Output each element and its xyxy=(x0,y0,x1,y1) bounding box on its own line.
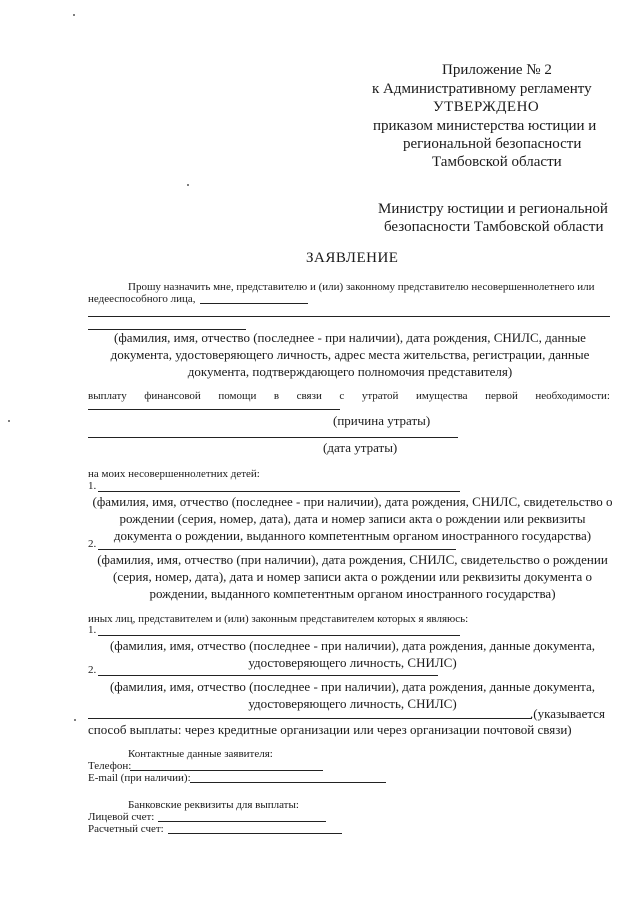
loss-reason-field[interactable] xyxy=(88,409,340,410)
regulation-reference: к Административному регламенту xyxy=(372,81,592,97)
payment-method-caption: способ выплаты: через кредитные организации или через организации почтовой связи) xyxy=(88,722,572,737)
scan-speck xyxy=(73,14,75,16)
child-2-field[interactable] xyxy=(98,549,456,550)
personal-account-field[interactable] xyxy=(158,821,326,822)
children-heading: на моих несовершеннолетних детей: xyxy=(88,468,260,480)
phone-label: Телефон: xyxy=(88,760,132,772)
others-heading: иных лиц, представителем и (или) законным представителем которых я являюсь: xyxy=(88,613,469,625)
other-2-number: 2. xyxy=(88,664,97,676)
contacts-heading: Контактные данные заявителя: xyxy=(128,748,273,760)
addressee-line: Министру юстиции и региональной xyxy=(378,201,608,217)
other-2-caption: (фамилия, имя, отчество (последнее - при наличии), дата рождения, данные документа, удостоверяющего личность, СНИЛС) xyxy=(109,679,596,711)
applicant-field[interactable] xyxy=(88,316,610,317)
loss-reason-caption: (причина утраты) xyxy=(333,413,431,428)
request-text: недееспособного лица, xyxy=(88,293,196,305)
order-line: Тамбовской области xyxy=(432,154,562,170)
other-1-number: 1. xyxy=(88,624,97,636)
child-1-field[interactable] xyxy=(98,491,460,492)
other-1-caption: (фамилия, имя, отчество (последнее - при наличии), дата рождения, данные документа, удостоверяющего личность, СНИЛС) xyxy=(109,638,596,670)
payment-method-field[interactable] xyxy=(88,718,532,719)
child-2-number: 2. xyxy=(88,538,97,550)
other-1-field[interactable] xyxy=(98,635,460,636)
applicant-field[interactable] xyxy=(200,303,308,304)
order-line: приказом министерства юстиции и xyxy=(373,118,597,134)
bank-heading: Банковские реквизиты для выплаты: xyxy=(128,799,299,811)
loss-date-caption: (дата утраты) xyxy=(323,440,398,455)
scan-speck xyxy=(187,184,189,186)
child-2-caption: (фамилия, имя, отчество (при наличии), дата рождения, СНИЛС, свидетельство о рождении (серия, номер, дата), дата и номер записи акта о рождении или реквизиты документа о рождении, выданного компетентным органом иностранного государства) xyxy=(97,552,608,601)
document-title: ЗАЯВЛЕНИЕ xyxy=(306,250,399,266)
payment-method-suffix: .(указывается xyxy=(530,706,605,721)
email-label: E-mail (при наличии): xyxy=(88,772,191,784)
settlement-account-label: Расчетный счет: xyxy=(88,823,164,835)
approved-label: УТВЕРЖДЕНО xyxy=(433,99,540,115)
appendix-number: Приложение № 2 xyxy=(442,62,552,78)
order-line: региональной безопасности xyxy=(403,136,582,152)
scan-speck xyxy=(74,719,76,721)
request-text: Прошу назначить мне, представителю и (или) законному представителю несовершеннолетнего или xyxy=(128,281,595,293)
payment-purpose: выплату финансовой помощи в связи с утратой имущества первой необходимости: xyxy=(88,390,610,402)
phone-field[interactable] xyxy=(130,770,323,771)
personal-account-label: Лицевой счет: xyxy=(88,811,155,823)
child-1-caption: (фамилия, имя, отчество (последнее - при наличии), дата рождения, СНИЛС, свидетельство о рождении (серия, номер, дата), дата и номер записи акта о рождении или реквизиты документа о рождении, выданного компетентным органом иностранного государства) xyxy=(92,494,613,543)
loss-date-field[interactable] xyxy=(88,437,458,438)
child-1-number: 1. xyxy=(88,480,97,492)
other-2-field[interactable] xyxy=(98,675,438,676)
settlement-account-field[interactable] xyxy=(168,833,342,834)
email-field[interactable] xyxy=(190,782,386,783)
scan-speck xyxy=(8,420,10,422)
applicant-caption: (фамилия, имя, отчество (последнее - при наличии), дата рождения, СНИЛС, данные документа, удостоверяющего личность, адрес места жительства, регистрации, данные документа, подтверждающего полномочия представителя) xyxy=(110,330,590,379)
addressee-line: безопасности Тамбовской области xyxy=(384,219,604,235)
